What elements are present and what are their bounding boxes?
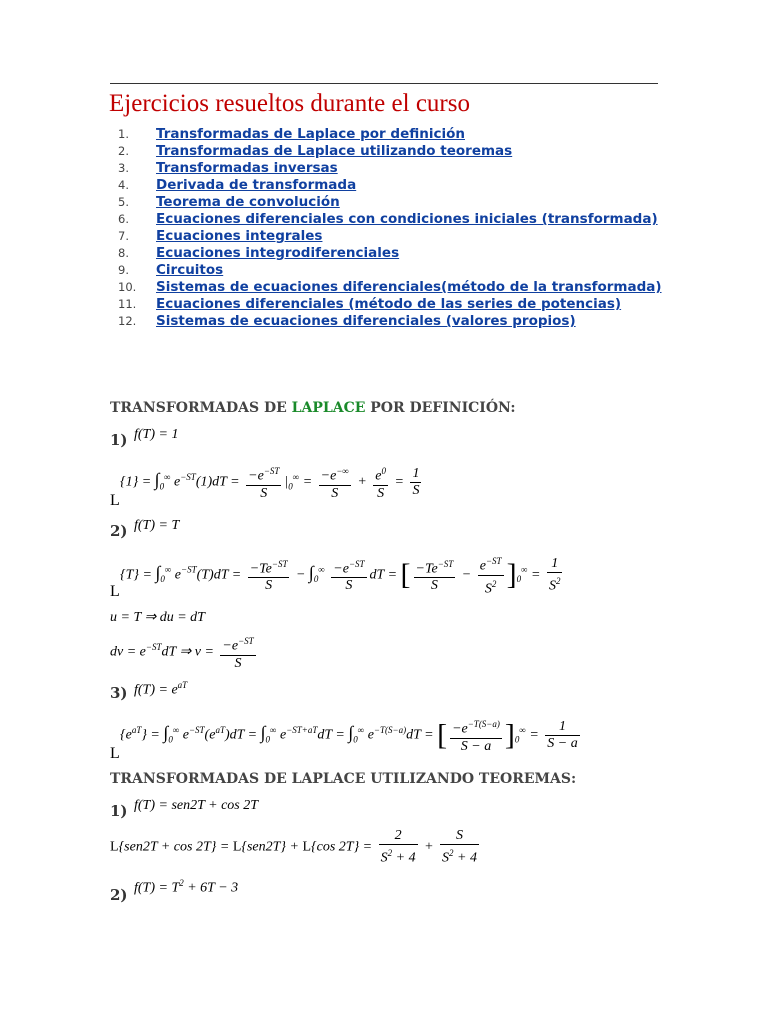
- equation: L{sen2T + cos 2T} = L{sen2T} + L{cos 2T} = $\frac{2}{S^2 + 4}$ + $\frac{S}{S^2 + 4}$: [110, 828, 477, 866]
- toc-number: 5.: [118, 195, 129, 209]
- toc-item: [118, 177, 678, 194]
- toc-number: 2.: [118, 144, 129, 158]
- toc-item: [118, 160, 678, 177]
- section-heading-definicion: TRANSFORMADAS DE LAPLACE POR DEFINICIÓN:: [110, 400, 516, 416]
- toc-item: [118, 279, 678, 296]
- toc-link[interactable]: Ecuaciones diferenciales (método de las series de potencias): [156, 296, 622, 312]
- toc-number: 3.: [118, 161, 129, 175]
- equation: dv = $e^{-ST}dT$ ⇒ v = $\frac{-e^{-ST}}{S}$: [110, 633, 259, 672]
- toc-item: [118, 313, 678, 330]
- example-number: 3): [110, 684, 128, 702]
- top-rule: [110, 83, 658, 84]
- toc-number: 8.: [118, 246, 129, 260]
- equation: f(T) = T: [134, 518, 180, 533]
- example-number: 1): [110, 431, 128, 449]
- toc-item: [118, 211, 678, 228]
- toc-link[interactable]: Ecuaciones integrodiferenciales: [156, 245, 400, 261]
- toc-item: [118, 143, 678, 160]
- toc-item: [118, 126, 678, 143]
- toc-number: 6.: [118, 212, 129, 226]
- toc-item: [118, 262, 678, 279]
- section-heading-teoremas: TRANSFORMADAS DE LAPLACE UTILIZANDO TEOREMAS:: [110, 771, 577, 787]
- toc-number: 1.: [118, 127, 129, 141]
- toc-link[interactable]: Transformadas inversas: [156, 160, 338, 176]
- toc-number: 7.: [118, 229, 129, 243]
- toc-item: [118, 296, 678, 313]
- toc-item: [118, 194, 678, 211]
- toc-number: 10.: [118, 280, 137, 294]
- toc-number: 4.: [118, 178, 129, 192]
- toc-link[interactable]: Derivada de transformada: [156, 177, 357, 193]
- equation: f(T) = sen2T + cos 2T: [134, 798, 259, 813]
- toc-link[interactable]: Transformadas de Laplace utilizando teoremas: [156, 143, 513, 159]
- equation: $\{e^{aT}\} = \int_0^\infty$ $e^{-ST}(e^{aT})dT = \int_0^\infty$ $e^{-ST+aT}dT = \int_0^\infty$ $e^{-T(S-a)}dT$ = [ $\frac{-e^{-T(S-a)}}{S - a}$ ]$_0^\infty$ = $\frac{1}{S - a}$: [120, 716, 583, 755]
- laplace-symbol: L: [110, 492, 120, 509]
- toc-link[interactable]: Circuitos: [156, 262, 224, 278]
- page-title: Ejercicios resueltos durante el curso: [109, 90, 470, 117]
- toc-link[interactable]: Sistemas de ecuaciones diferenciales(método de la transformada): [156, 279, 662, 295]
- equation: $f(T) = e^{aT}$: [134, 680, 188, 698]
- toc-number: 9.: [118, 263, 129, 277]
- toc-link[interactable]: Ecuaciones integrales: [156, 228, 323, 244]
- toc-number: 11.: [118, 297, 137, 311]
- laplace-symbol: L: [110, 583, 120, 600]
- equation: f(T) = 1: [134, 427, 179, 442]
- example-number: 2): [110, 886, 128, 904]
- toc-link[interactable]: Transformadas de Laplace por definición: [156, 126, 465, 142]
- example-number: 1): [110, 802, 128, 820]
- table-of-contents: [118, 126, 678, 330]
- toc-item: [118, 245, 678, 262]
- equation: $f(T) = T^2 + 6T - 3$: [134, 878, 239, 896]
- equation: u = T ⇒ du = dT: [110, 610, 205, 625]
- equation: $\{T\} = \int_0^\infty$ $e^{-ST}(T)dT$ = $\frac{-Te^{-ST}}{S}$ − $\int_0^\infty$ $\frac{-e^{-ST}}{S}$ dT = [ $\frac{-Te^{-ST}}{S}$ − $\frac{e^{-ST}}{S^2}$ ]$_0^\infty$ = $\frac{1}{S^2}$: [120, 553, 565, 597]
- toc-link[interactable]: Ecuaciones diferenciales con condiciones iniciales (transformada): [156, 211, 658, 227]
- example-number: 2): [110, 522, 128, 540]
- equation: $\{1\} = \int_0^\infty$ $e^{-ST}(1)dT$ = $\frac{-e^{-ST}}{S}$ $|_0^\infty$ = $\frac{-e^{-\infty}}{S}$ + $\frac{e^0}{S}$ = $\frac{1}{S}$: [120, 463, 424, 502]
- laplace-symbol: L: [110, 745, 120, 762]
- toc-number: 12.: [118, 314, 137, 328]
- toc-link[interactable]: Teorema de convolución: [156, 194, 340, 210]
- toc-item: [118, 228, 678, 245]
- toc-link[interactable]: Sistemas de ecuaciones diferenciales (valores propios): [156, 313, 576, 329]
